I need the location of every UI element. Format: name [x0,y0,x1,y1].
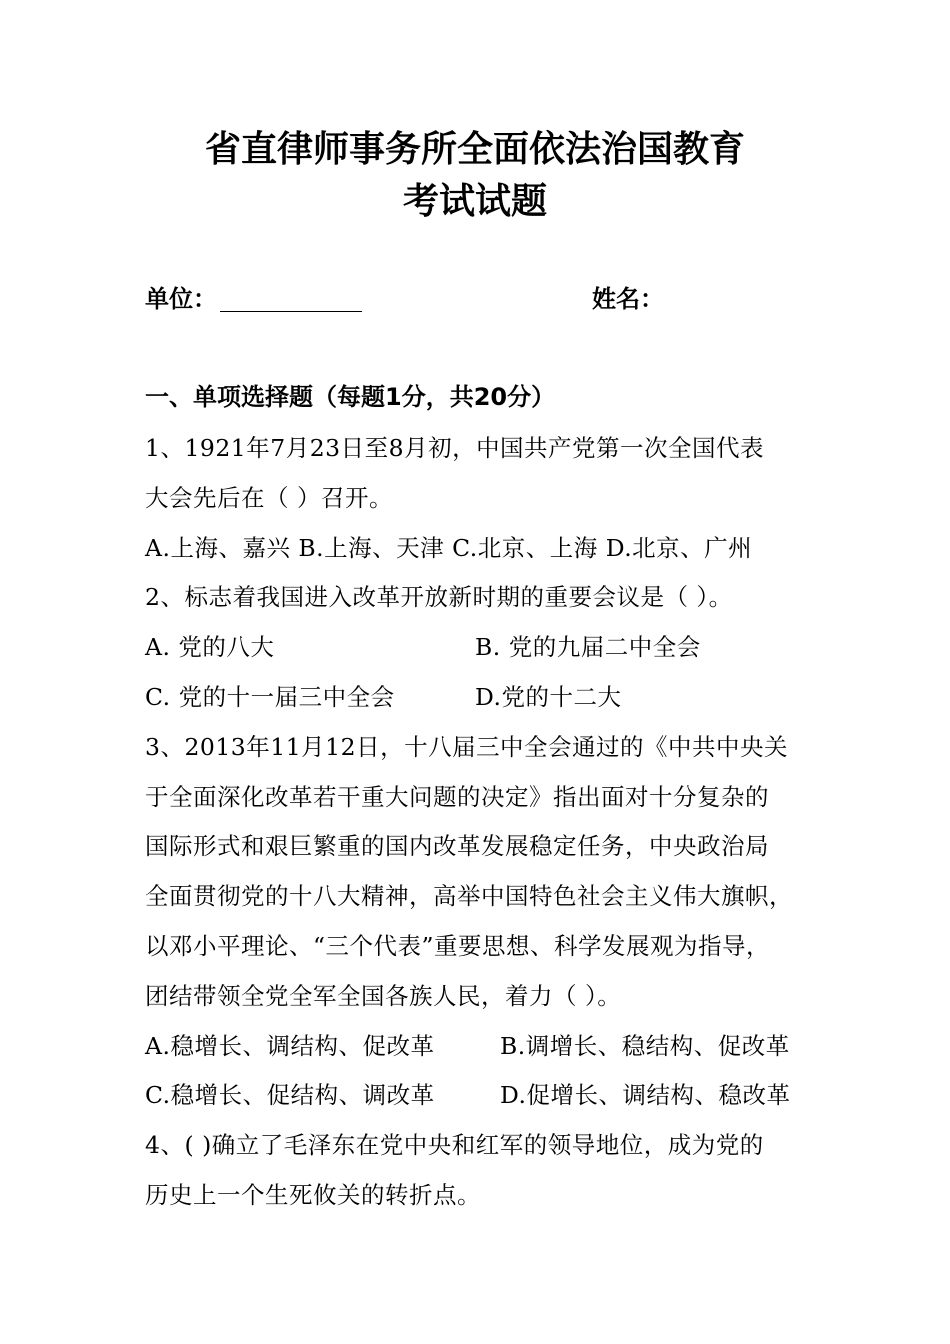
question-3-line-6: 团结带领全党全军全国各族人民，着力（ ）。 [145,982,622,1010]
exam-title-line-1: 省直律师事务所全面依法治国教育 [204,129,745,170]
exam-title-line-2: 考试试题 [402,181,547,222]
name-label: 姓名： [592,285,664,313]
question-3-option-d: D.促增长、调结构、稳改革 [500,1081,791,1109]
question-3-line-2: 于全面深化改革若干重大问题的决定》指出面对十分复杂的 [145,783,769,811]
unit-label: 单位： [145,285,217,313]
question-2-option-d: D.党的十二大 [475,683,622,711]
section-heading: 一、单项选择题（每题1分，共20分） [145,383,556,411]
question-2-option-c: C. 党的十一届三中全会 [145,683,395,711]
question-4-line-1: 4、( )确立了毛泽东在党中央和红军的领导地位，成为党的 [145,1131,764,1159]
question-3-option-b: B.调增长、稳结构、促改革 [500,1032,790,1060]
question-2-line-1: 2、标志着我国进入改革开放新时期的重要会议是（ ）。 [145,583,733,611]
question-1-line-1: 1、1921年7月23日至8月初，中国共产党第一次全国代表 [145,434,765,462]
question-1-options: A.上海、嘉兴 B.上海、天津 C.北京、上海 D.北京、广州 [145,534,753,562]
question-1-line-2: 大会先后在（ ）召开。 [145,484,393,512]
question-3-option-a: A.稳增长、调结构、促改革 [145,1032,435,1060]
question-2-option-b: B. 党的九届二中全会 [475,633,701,661]
question-4-line-2: 历史上一个生死攸关的转折点。 [145,1181,481,1209]
question-2-option-a: A. 党的八大 [145,633,275,661]
unit-blank-line [220,311,362,312]
question-3-option-c: C.稳增长、促结构、调改革 [145,1081,435,1109]
question-3-line-5: 以邓小平理论、“三个代表”重要思想、科学发展观为指导， [145,932,771,960]
question-3-line-1: 3、2013年11月12日，十八届三中全会通过的《中共中央关 [145,733,789,761]
question-3-line-4: 全面贯彻党的十八大精神，高举中国特色社会主义伟大旗帜， [145,882,793,910]
question-3-line-3: 国际形式和艰巨繁重的国内改革发展稳定任务，中央政治局 [145,832,769,860]
